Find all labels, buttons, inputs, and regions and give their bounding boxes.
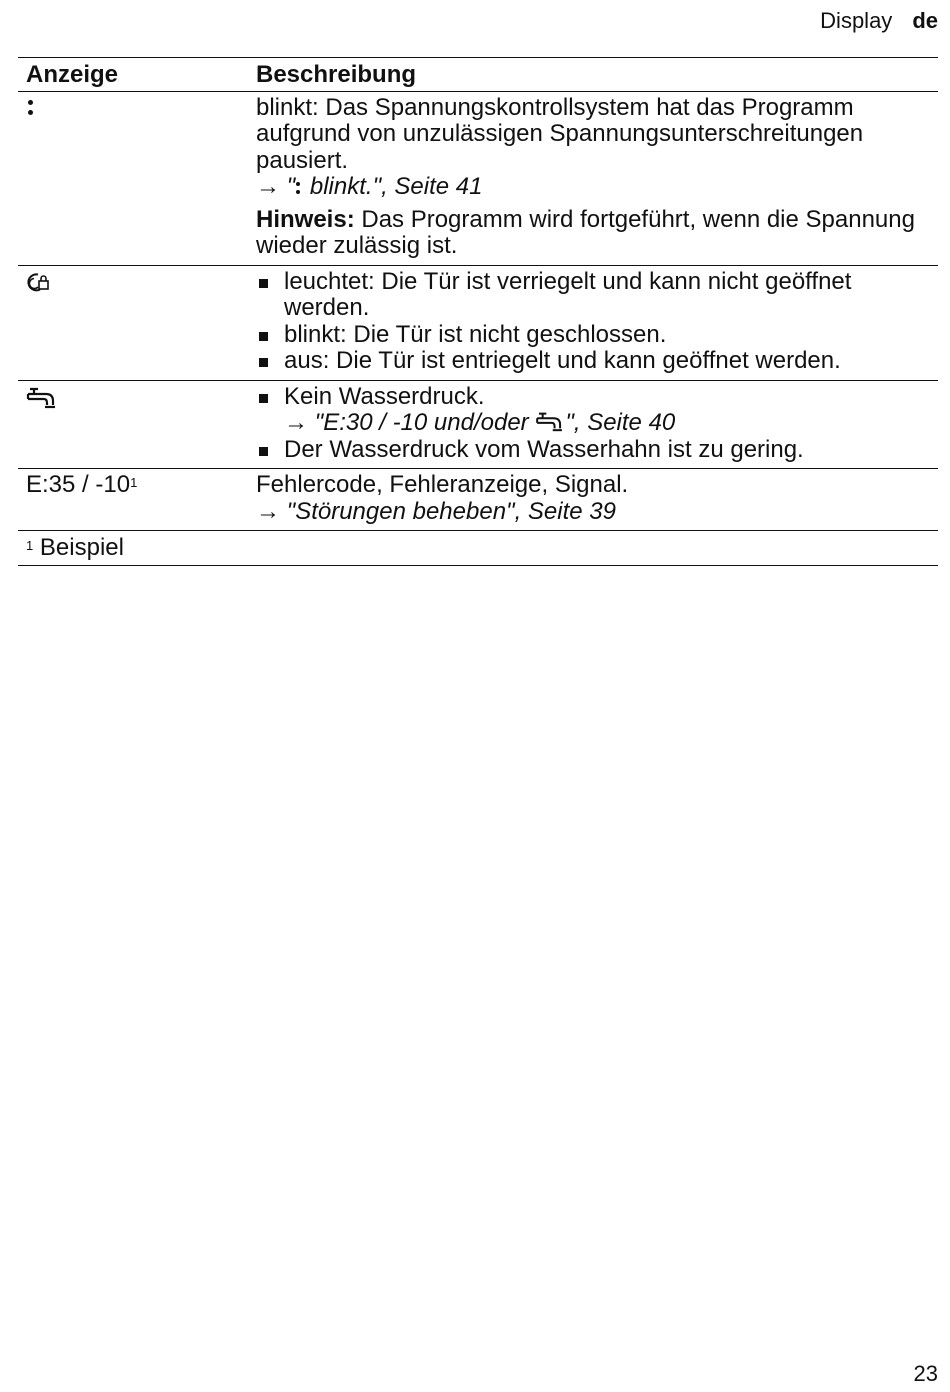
cross-reference — [256, 499, 920, 526]
table-header-row — [18, 58, 938, 92]
water-tap-icon — [26, 385, 58, 409]
footnote-marker: 1 — [130, 475, 138, 490]
cross-reference — [256, 410, 920, 437]
page-number: 23 — [913, 1361, 938, 1386]
note — [256, 207, 920, 260]
reference-quote: " — [286, 173, 296, 200]
arrow-icon: → — [284, 409, 308, 436]
water-tap-icon — [535, 410, 565, 432]
reference-text: "Störungen beheben", Seite 39 — [286, 497, 616, 525]
list-item: blinkt: Die Tür ist nicht geschlossen. — [256, 322, 920, 349]
table-row — [18, 266, 938, 381]
section-title: Display — [820, 8, 893, 33]
page-header — [820, 6, 938, 36]
list-item: aus: Die Tür ist entriegelt und kann geöffnet werden. — [256, 348, 920, 375]
bullet-list — [256, 384, 920, 411]
table-row — [18, 469, 938, 531]
table-row — [18, 381, 938, 470]
reference-text: "E:30 / -10 und/oder — [314, 409, 536, 436]
note-label: Hinweis: — [256, 205, 355, 233]
note-text: Das Programm wird fortgeführt, wenn die Spannung wieder zulässig ist. — [256, 205, 915, 259]
display-table — [18, 57, 938, 566]
indicator-cell — [18, 95, 256, 260]
list-item: Kein Wasserdruck. — [256, 384, 920, 411]
door-lock-icon — [26, 271, 52, 293]
table-row — [18, 92, 938, 266]
bullet-list — [256, 269, 920, 375]
description-text: Fehlercode, Fehleranzeige, Signal. — [256, 471, 629, 498]
reference-text: blinkt.", Seite 41 — [303, 173, 483, 200]
footnote-number: 1 — [26, 538, 34, 553]
description-text: blinkt: Das Spannungskontrollsystem hat das Programm aufgrund von unzulässigen Spannungsunterschreitungen pausiert. — [256, 93, 864, 174]
language-code: de — [912, 8, 938, 33]
arrow-icon: → — [256, 173, 280, 200]
bullet-list — [256, 437, 920, 464]
column-header-anzeige: Anzeige — [26, 61, 119, 88]
description-cell — [256, 269, 938, 375]
description-cell — [256, 384, 938, 464]
footnote — [18, 531, 938, 566]
footnote-text: Beispiel — [39, 534, 124, 561]
cross-reference — [256, 174, 920, 201]
indicator-cell — [18, 269, 256, 375]
indicator-cell — [18, 472, 256, 525]
arrow-icon: → — [256, 497, 280, 525]
description-cell — [256, 95, 938, 260]
indicator-cell — [18, 384, 256, 464]
colon-dots-icon — [295, 177, 303, 197]
list-item: leuchtet: Die Tür ist verriegelt und kann nicht geöffnet werden. — [256, 269, 920, 322]
error-code: E:35 / -10 — [26, 471, 131, 498]
description-cell — [256, 472, 938, 525]
reference-page: ", Seite 40 — [565, 409, 676, 436]
list-item: Der Wasserdruck vom Wasserhahn ist zu gering. — [256, 437, 920, 464]
colon-dots-icon — [26, 96, 36, 118]
column-header-beschreibung: Beschreibung — [256, 61, 417, 88]
